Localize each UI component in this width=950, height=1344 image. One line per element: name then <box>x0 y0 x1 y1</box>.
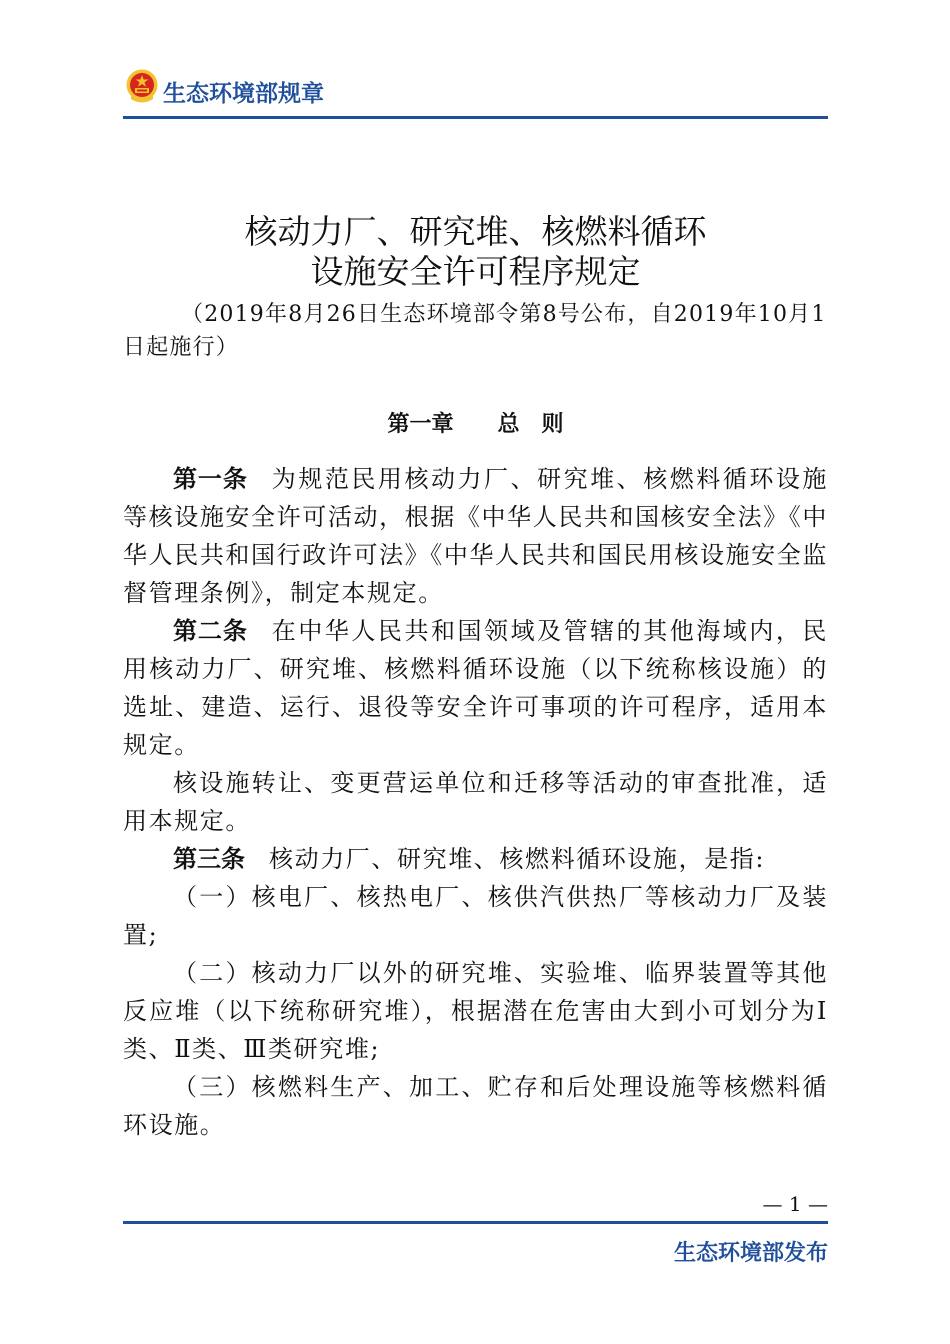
header-title: 生态环境部规章 <box>163 81 324 107</box>
document-title <box>123 212 828 292</box>
article-3-item-3: （三）核燃料生产、加工、贮存和后处理设施等核燃料循环设施。 <box>123 1073 828 1139</box>
article-label: 第二条 <box>173 617 248 645</box>
article-1 <box>123 460 828 612</box>
article-2 <box>123 612 828 764</box>
page-header <box>125 66 830 110</box>
footer-publisher: 生态环境部发布 <box>673 1241 828 1266</box>
article-label: 第三条 <box>173 845 245 873</box>
national-emblem-icon <box>125 68 159 106</box>
article-2-paragraph-2: 核设施转让、变更营运单位和迁移等活动的审查批准，适用本规定。 <box>123 769 828 835</box>
article-3-item-1: （一）核电厂、核热电厂、核供汽供热厂等核动力厂及装置; <box>123 883 828 949</box>
article-text: 在中华人民共和国领域及管辖的其他海域内，民用核动力厂、研究堆、核燃料循环设施（以下统称核设施）的选址、建造、运行、退役等安全许可事项的许可程序，适用本规定。 <box>123 617 828 759</box>
document-body <box>123 460 828 1144</box>
title-line-2: 设施安全许可程序规定 <box>310 252 641 291</box>
header-divider <box>123 116 828 119</box>
chapter-heading: 第一章 总 则 <box>387 412 564 437</box>
article-label: 第一条 <box>173 465 248 493</box>
article-text: 为规范民用核动力厂、研究堆、核燃料循环设施等核设施安全许可活动，根据《中华人民共和国核安全法》《中华人民共和国行政许可法》《中华人民共和国民用核设施安全监督管理条例》，制定本规定。 <box>123 465 828 607</box>
promulgation-note: （2019年8月26日生态环境部令第8号公布，自2019年10月1日起施行） <box>123 302 827 360</box>
article-text: 核动力厂、研究堆、核燃料循环设施，是指: <box>269 845 766 873</box>
footer-divider <box>123 1221 828 1224</box>
page-number: — 1 — <box>762 1192 828 1216</box>
article-3-item-2: （二）核动力厂以外的研究堆、实验堆、临界装置等其他反应堆（以下统称研究堆），根据潜在危害由大到小可划分为Ⅰ类、Ⅱ类、Ⅲ类研究堆; <box>123 959 828 1063</box>
article-3 <box>123 840 828 878</box>
title-line-1: 核动力厂、研究堆、核燃料循环 <box>244 212 707 251</box>
